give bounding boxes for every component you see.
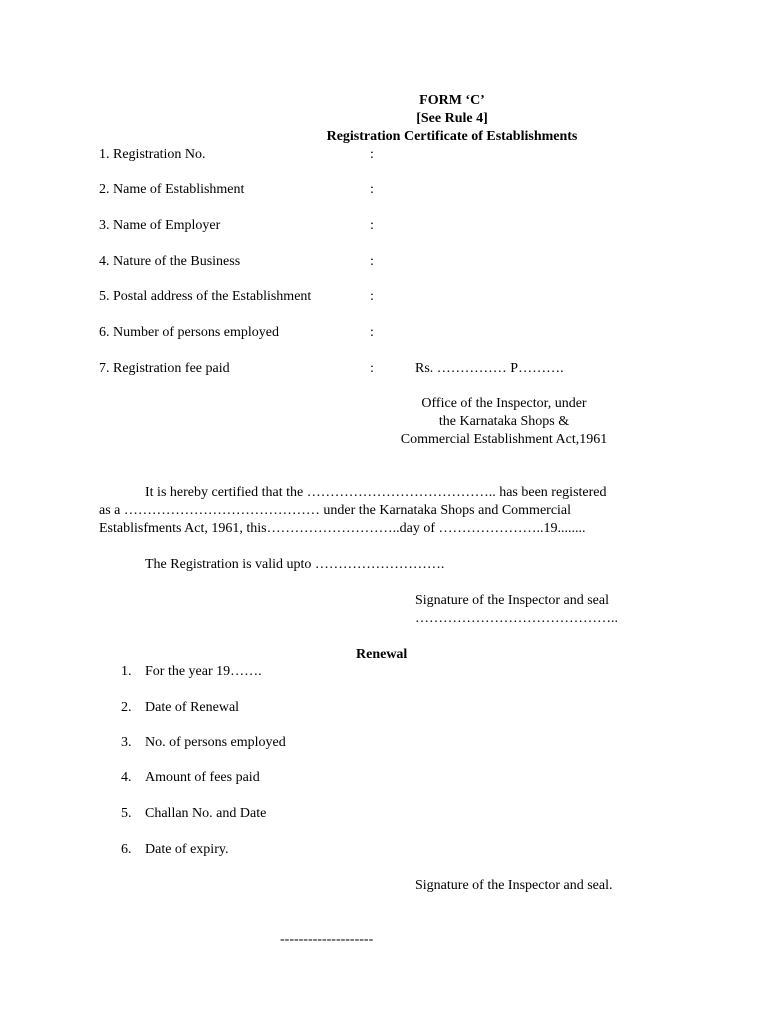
field-label-registration-no: 1. Registration No. <box>99 147 206 162</box>
field-separator: : <box>370 325 374 340</box>
inspector-signature-label: Signature of the Inspector and seal <box>415 593 609 608</box>
office-line-3: Commercial Establishment Act,1961 <box>400 432 608 447</box>
renewal-heading: Renewal <box>356 647 408 662</box>
field-label-registration-fee: 7. Registration fee paid <box>99 361 230 376</box>
field-label-persons-employed: 6. Number of persons employed <box>99 325 280 340</box>
form-subtitle: Registration Certificate of Establishments <box>326 129 578 144</box>
renewal-item-date: Date of Renewal <box>145 700 240 715</box>
field-separator: : <box>370 361 374 376</box>
form-title: FORM ‘C’ <box>419 93 485 108</box>
footer-divider: -------------------- <box>280 932 374 947</box>
renewal-item-number: 6. <box>121 842 132 857</box>
renewal-item-persons: No. of persons employed <box>145 735 286 750</box>
certification-line-3: Establisfments Act, 1961, this………………………..day of …………………..19........ <box>99 521 586 536</box>
registration-fee-value: Rs. …………… P………. <box>415 361 564 376</box>
field-label-establishment-name: 2. Name of Establishment <box>99 182 245 197</box>
renewal-item-year: For the year 19……. <box>145 664 262 679</box>
field-separator: : <box>370 218 374 233</box>
renewal-item-expiry: Date of expiry. <box>145 842 229 857</box>
office-line-1: Office of the Inspector, under <box>421 396 587 411</box>
renewal-item-number: 3. <box>121 735 132 750</box>
rule-reference: [See Rule 4] <box>416 111 488 126</box>
renewal-item-fees: Amount of fees paid <box>145 770 260 785</box>
office-line-2: the Karnataka Shops & <box>438 414 570 429</box>
field-label-postal-address: 5. Postal address of the Establishment <box>99 289 312 304</box>
renewal-signature-label: Signature of the Inspector and seal. <box>415 878 613 893</box>
renewal-item-number: 2. <box>121 700 132 715</box>
field-label-nature-of-business: 4. Nature of the Business <box>99 254 241 269</box>
renewal-item-challan: Challan No. and Date <box>145 806 267 821</box>
renewal-item-number: 1. <box>121 664 132 679</box>
field-separator: : <box>370 254 374 269</box>
renewal-item-number: 5. <box>121 806 132 821</box>
renewal-item-number: 4. <box>121 770 132 785</box>
certification-line-1: It is hereby certified that the ………………………………….. has been registered <box>145 485 607 500</box>
field-separator: : <box>370 182 374 197</box>
field-label-employer-name: 3. Name of Employer <box>99 218 221 233</box>
validity-statement: The Registration is valid upto ………………………. <box>145 557 445 572</box>
inspector-signature-line: …………………………………….. <box>415 611 618 626</box>
certification-line-2: as a …………………………………… under the Karnataka Shops and Commercial <box>99 503 572 518</box>
field-separator: : <box>370 289 374 304</box>
field-separator: : <box>370 147 374 162</box>
